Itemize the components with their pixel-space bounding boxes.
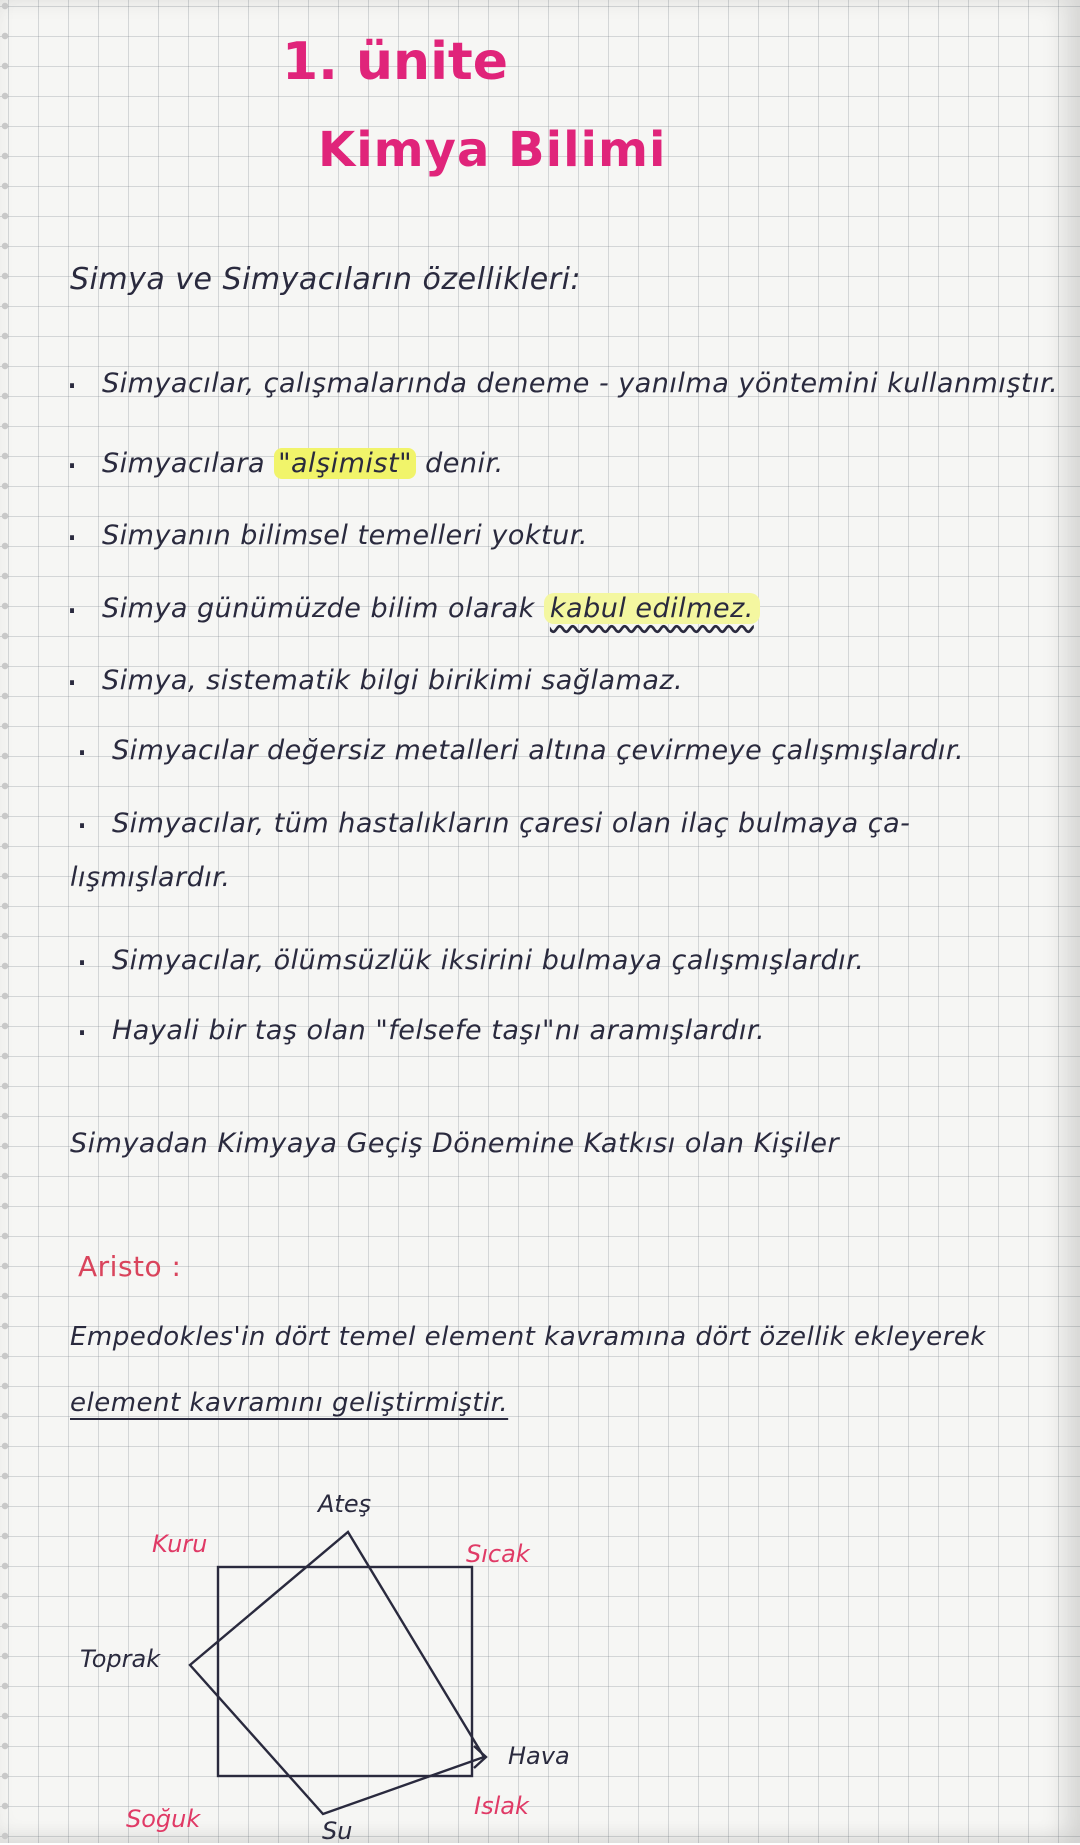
bullet-text: Simyacılara	[102, 448, 275, 479]
bullet-item: · Simyacılar değersiz metalleri altına çevirmeye çalışmışlardır.	[112, 735, 964, 766]
bullet-text: denir.	[416, 448, 504, 479]
property-label-kuru: Kuru	[152, 1530, 208, 1558]
unit-title: 1. ünite	[282, 32, 509, 92]
spiral-binding	[0, 0, 10, 1843]
property-label-sicak: Sıcak	[466, 1540, 530, 1568]
bullet-continuation: lışmışlardır.	[70, 862, 231, 893]
bullet-item	[102, 593, 760, 624]
bullet-item	[102, 448, 504, 479]
bullet-item: · Simyacılar, çalışmalarında deneme - yanılma yöntemini kullanmıştır.	[102, 368, 1058, 399]
person-name-aristo: Aristo :	[78, 1250, 182, 1283]
section-heading-gecis: Simyadan Kimyaya Geçiş Dönemine Katkısı olan Kişiler	[70, 1128, 840, 1159]
bullet-item: · Simyanın bilimsel temelleri yoktur.	[102, 520, 588, 551]
element-label-su: Su	[322, 1817, 353, 1845]
element-label-ates: Ateş	[318, 1490, 372, 1518]
bullet-item: · Simya, sistematik bilgi birikimi sağlamaz.	[102, 665, 683, 696]
section-heading-simya: Simya ve Simyacıların özellikleri:	[70, 262, 582, 297]
element-label-toprak: Toprak	[80, 1645, 161, 1673]
aristo-description-cont: element kavramını geliştirmiştir.	[70, 1388, 509, 1418]
topic-title: Kimya Bilimi	[318, 122, 667, 178]
highlighted-term: kabul edilmez.	[544, 593, 760, 624]
bullet-item: · Simyacılar, ölümsüzlük iksirini bulmaya çalışmışlardır.	[112, 945, 864, 976]
bullet-text: Simya günümüzde bilim olarak	[102, 593, 544, 624]
arrow-icon	[474, 1746, 486, 1768]
element-label-hava: Hava	[508, 1742, 570, 1770]
diagram-rotated-square	[190, 1532, 484, 1814]
bullet-item: · Simyacılar, tüm hastalıkların çaresi olan ilaç bulmaya ça-	[112, 808, 910, 839]
property-label-islak: Islak	[474, 1792, 529, 1820]
highlighted-term: "alşimist"	[274, 448, 416, 479]
aristo-description: Empedokles'in dört temel element kavramına dört özellik ekleyerek	[70, 1322, 986, 1352]
property-label-soguk: Soğuk	[126, 1805, 201, 1833]
diagram-square	[218, 1567, 472, 1776]
bullet-item: · Hayali bir taş olan "felsefe taşı"nı aramışlardır.	[112, 1015, 765, 1046]
